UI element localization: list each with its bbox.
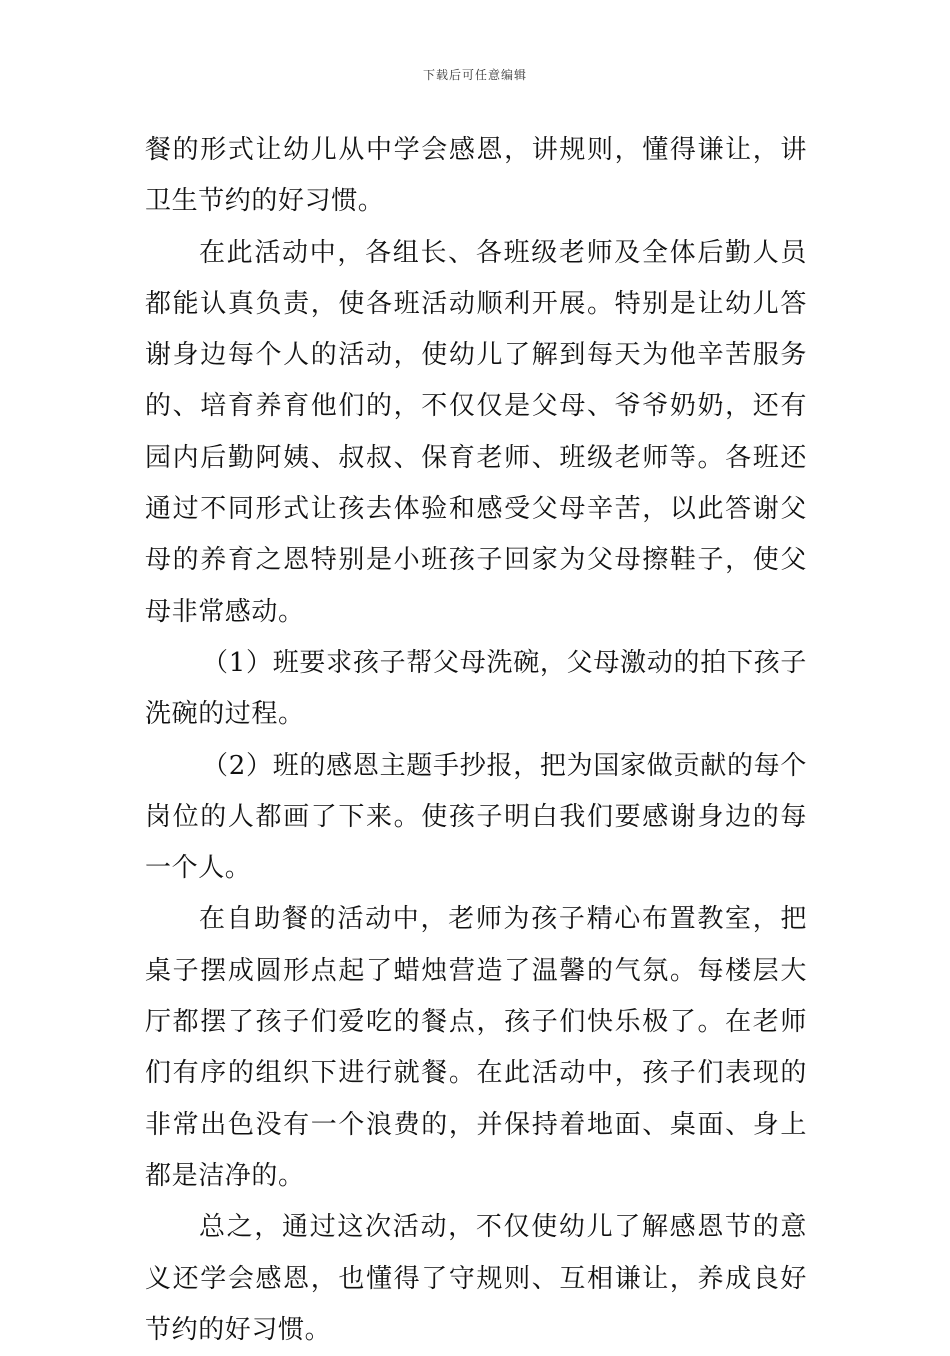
paragraph: （1）班要求孩子帮父母洗碗，父母激动的拍下孩子洗碗的过程。 (145, 647, 807, 730)
paragraph: 在此活动中，各组长、各班级老师及全体后勤人员都能认真负责，使各班活动顺利开展。特别是让幼儿答谢身边每个人的活动，使幼儿了解到每天为他辛苦服务的、培育养育他们的，不仅仅是父母、爷爷奶奶，还有园内后勤阿姨、叔叔、保育老师、班级老师等。各班还通过不同形式让孩去体验和感受父母辛苦，以此答谢父母的养育之恩特别是小班孩子回家为父母擦鞋子，使父母非常感动。 (145, 237, 807, 627)
page-header: 下载后可任意编辑 (422, 68, 527, 82)
document-body (145, 125, 807, 1356)
paragraph: 在自助餐的活动中，老师为孩子精心布置教室，把桌子摆成圆形点起了蜡烛营造了温馨的气氛。每楼层大厅都摆了孩子们爱吃的餐点，孩子们快乐极了。在老师们有序的组织下进行就餐。在此活动中，孩子们表现的非常出色没有一个浪费的，并保持着地面、桌面、身上都是洁净的。 (145, 904, 807, 1191)
paragraph: （2）班的感恩主题手抄报，把为国家做贡献的每个岗位的人都画了下来。使孩子明白我们要感谢身边的每一个人。 (145, 750, 807, 884)
paragraph: 餐的形式让幼儿从中学会感恩，讲规则，懂得谦让，讲卫生节约的好习惯。 (145, 135, 807, 217)
paragraph: 总之，通过这次活动，不仅使幼儿了解感恩节的意义还学会感恩，也懂得了守规则、互相谦让，养成良好节约的好习惯。 (145, 1212, 807, 1345)
